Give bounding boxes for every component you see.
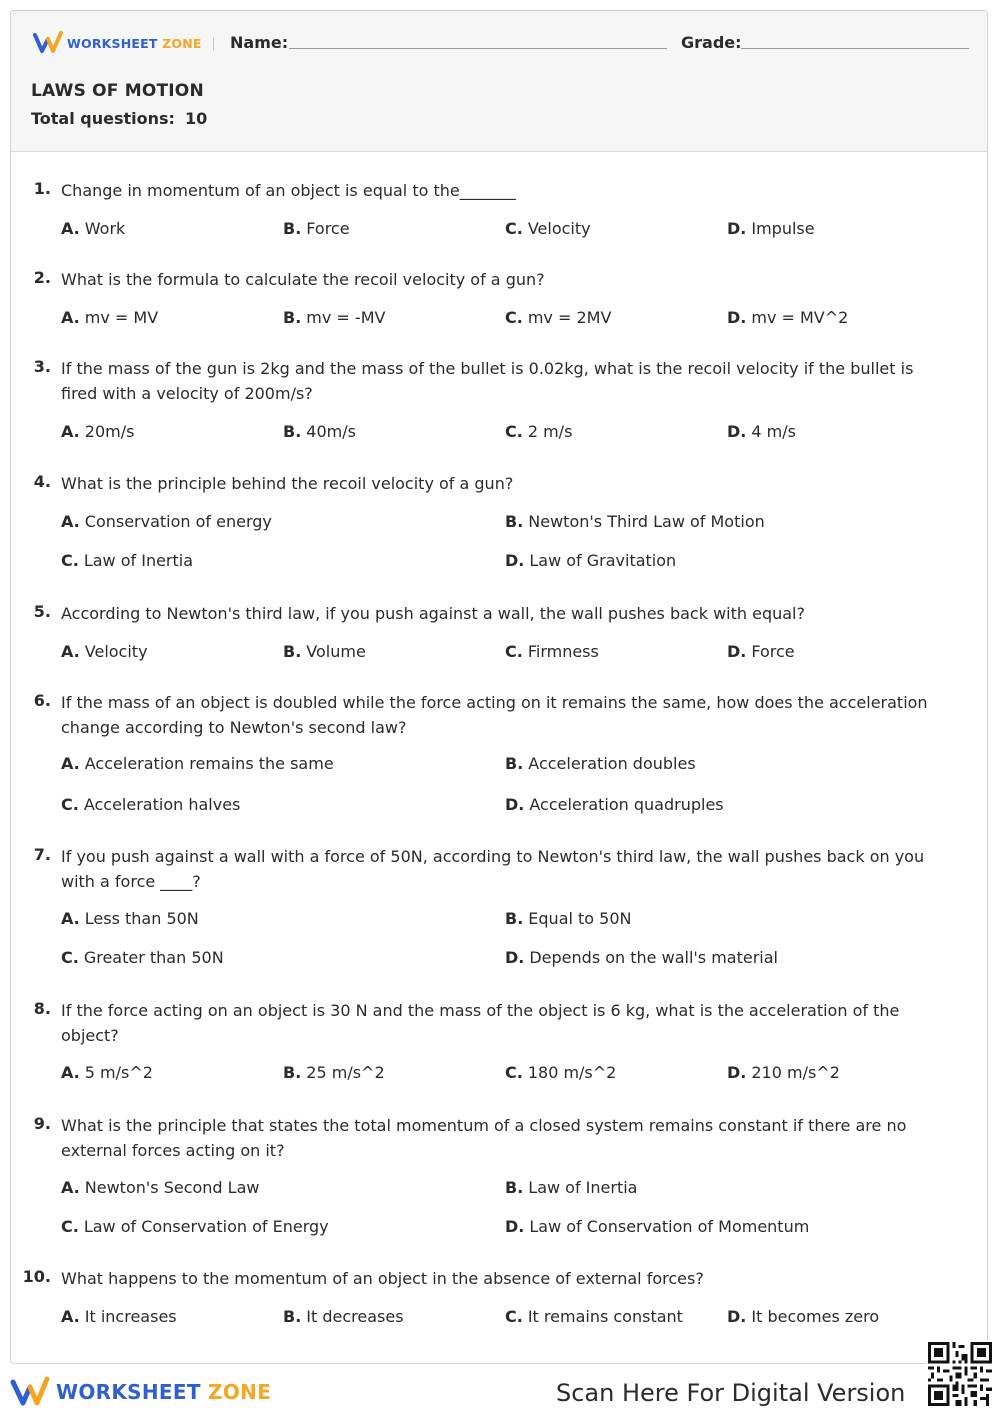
option-text: Velocity bbox=[84, 642, 148, 661]
option-letter: C. bbox=[505, 1307, 523, 1326]
option-letter: D. bbox=[505, 795, 525, 814]
option-b[interactable] bbox=[505, 512, 765, 531]
grade-label: Grade: bbox=[681, 33, 742, 52]
option-d[interactable] bbox=[727, 1307, 879, 1326]
question-text: What is the principle behind the recoil velocity of a gun? bbox=[61, 474, 514, 493]
option-letter: D. bbox=[727, 642, 747, 661]
option-letter: D. bbox=[727, 219, 747, 238]
name-label: Name: bbox=[230, 33, 289, 52]
option-text: Law of Inertia bbox=[528, 1178, 638, 1197]
option-letter: B. bbox=[505, 909, 524, 928]
option-text: Law of Conservation of Energy bbox=[83, 1217, 329, 1236]
option-text: Work bbox=[84, 219, 126, 238]
option-letter: D. bbox=[505, 1217, 525, 1236]
option-letter: D. bbox=[505, 551, 525, 570]
option-text: 40m/s bbox=[306, 422, 356, 441]
option-text: mv = MV^2 bbox=[751, 308, 849, 327]
option-letter: A. bbox=[61, 219, 80, 238]
option-text: Law of Gravitation bbox=[529, 551, 677, 570]
option-letter: D. bbox=[505, 948, 525, 967]
option-c[interactable] bbox=[505, 422, 572, 441]
option-text: 5 m/s^2 bbox=[84, 1063, 153, 1082]
question-number: 7. bbox=[33, 845, 51, 864]
question-number: 8. bbox=[33, 999, 51, 1018]
option-letter: A. bbox=[61, 909, 80, 928]
option-b[interactable] bbox=[283, 308, 385, 327]
option-c[interactable] bbox=[61, 551, 193, 570]
question-number: 5. bbox=[33, 602, 51, 621]
option-letter: C. bbox=[61, 948, 79, 967]
option-text: 180 m/s^2 bbox=[527, 1063, 617, 1082]
option-c[interactable] bbox=[505, 308, 611, 327]
option-a[interactable] bbox=[61, 422, 134, 441]
option-letter: A. bbox=[61, 1178, 80, 1197]
option-c[interactable] bbox=[505, 642, 599, 661]
option-letter: A. bbox=[61, 1063, 80, 1082]
option-letter: A. bbox=[61, 642, 80, 661]
option-letter: C. bbox=[505, 219, 523, 238]
logo-text-zone: ZONE bbox=[162, 35, 202, 51]
option-a[interactable] bbox=[61, 754, 334, 773]
question-text: If the force acting on an object is 30 N and the mass of the object is 6 kg, what is the acceleration of the object? bbox=[61, 1001, 900, 1045]
option-c[interactable] bbox=[61, 795, 240, 814]
option-text: Conservation of energy bbox=[84, 512, 272, 531]
question-text: Change in momentum of an object is equal to the_______ bbox=[61, 181, 516, 200]
option-text: 2 m/s bbox=[527, 422, 573, 441]
option-a[interactable] bbox=[61, 219, 125, 238]
total-questions bbox=[31, 109, 207, 128]
question-number: 3. bbox=[33, 357, 51, 376]
option-a[interactable] bbox=[61, 642, 148, 661]
total-questions-label: Total questions: bbox=[31, 109, 175, 128]
option-b[interactable] bbox=[283, 1063, 385, 1082]
qr-code-icon[interactable] bbox=[926, 1340, 994, 1408]
option-b[interactable] bbox=[505, 1178, 637, 1197]
option-b[interactable] bbox=[505, 754, 696, 773]
question-number: 6. bbox=[33, 691, 51, 710]
option-a[interactable] bbox=[61, 1063, 153, 1082]
option-text: Velocity bbox=[527, 219, 591, 238]
option-letter: C. bbox=[505, 1063, 523, 1082]
question-text: If you push against a wall with a force of 50N, according to Newton's third law, the wall pushes back on you with a force ____? bbox=[61, 847, 925, 891]
option-b[interactable] bbox=[283, 219, 350, 238]
option-letter: B. bbox=[505, 1178, 524, 1197]
option-c[interactable] bbox=[505, 219, 591, 238]
option-letter: C. bbox=[61, 1217, 79, 1236]
option-text: Depends on the wall's material bbox=[529, 948, 778, 967]
option-text: Firmness bbox=[527, 642, 599, 661]
question-number: 9. bbox=[33, 1114, 51, 1133]
option-text: Force bbox=[306, 219, 350, 238]
scan-here-text: Scan Here For Digital Version bbox=[556, 1379, 906, 1407]
name-field[interactable] bbox=[289, 48, 667, 49]
option-text: 25 m/s^2 bbox=[306, 1063, 385, 1082]
option-text: Equal to 50N bbox=[528, 909, 632, 928]
option-letter: A. bbox=[61, 1307, 80, 1326]
option-d[interactable] bbox=[727, 642, 795, 661]
logo-text-zone: ZONE bbox=[208, 1380, 272, 1404]
option-text: Newton's Third Law of Motion bbox=[528, 512, 765, 531]
option-letter: B. bbox=[505, 754, 524, 773]
worksheetzone-logo bbox=[33, 31, 202, 55]
option-c[interactable] bbox=[61, 948, 224, 967]
worksheetzone-logo-icon bbox=[33, 31, 63, 55]
question-text: What happens to the momentum of an object in the absence of external forces? bbox=[61, 1269, 704, 1288]
option-text: It becomes zero bbox=[751, 1307, 880, 1326]
option-d[interactable] bbox=[727, 422, 796, 441]
question-text: If the mass of an object is doubled while the force acting on it remains the same, how does the acceleration change according to Newton's second law? bbox=[61, 693, 928, 737]
question-number: 2. bbox=[33, 268, 51, 287]
logo-text bbox=[67, 36, 202, 51]
option-text: mv = 2MV bbox=[527, 308, 612, 327]
option-d[interactable] bbox=[727, 308, 848, 327]
option-d[interactable] bbox=[727, 219, 815, 238]
question-text: What is the formula to calculate the recoil velocity of a gun? bbox=[61, 270, 545, 289]
option-text: It increases bbox=[84, 1307, 177, 1326]
option-letter: C. bbox=[61, 551, 79, 570]
option-letter: B. bbox=[283, 1063, 302, 1082]
option-b[interactable] bbox=[283, 1307, 404, 1326]
option-text: Acceleration remains the same bbox=[84, 754, 334, 773]
option-letter: C. bbox=[505, 308, 523, 327]
option-letter: D. bbox=[727, 1307, 747, 1326]
option-letter: D. bbox=[727, 308, 747, 327]
option-text: Volume bbox=[306, 642, 366, 661]
option-text: Law of Conservation of Momentum bbox=[529, 1217, 810, 1236]
option-letter: B. bbox=[283, 308, 302, 327]
option-c[interactable] bbox=[505, 1307, 683, 1326]
option-letter: B. bbox=[283, 1307, 302, 1326]
option-text: Acceleration halves bbox=[83, 795, 241, 814]
option-c[interactable] bbox=[505, 1063, 616, 1082]
option-b[interactable] bbox=[505, 909, 632, 928]
option-letter: B. bbox=[283, 642, 302, 661]
worksheetzone-logo-icon bbox=[10, 1376, 50, 1408]
option-a[interactable] bbox=[61, 1307, 177, 1326]
option-letter: D. bbox=[727, 422, 747, 441]
option-letter: B. bbox=[283, 219, 302, 238]
option-a[interactable] bbox=[61, 512, 272, 531]
worksheet-page bbox=[10, 10, 988, 1364]
question-number: 1. bbox=[33, 179, 51, 198]
option-text: It remains constant bbox=[527, 1307, 683, 1326]
question-text: What is the principle that states the total momentum of a closed system remains constant if there are no external forces acting on it? bbox=[61, 1116, 907, 1160]
option-text: It decreases bbox=[306, 1307, 404, 1326]
option-text: Acceleration doubles bbox=[528, 754, 696, 773]
worksheet-title: LAWS OF MOTION bbox=[31, 81, 204, 101]
option-text: Impulse bbox=[751, 219, 815, 238]
option-a[interactable] bbox=[61, 909, 199, 928]
grade-field[interactable] bbox=[741, 48, 969, 49]
option-d[interactable] bbox=[505, 948, 778, 967]
logo-text-worksheet: WORKSHEET bbox=[67, 35, 158, 51]
option-text: Less than 50N bbox=[84, 909, 199, 928]
option-letter: B. bbox=[283, 422, 302, 441]
option-b[interactable] bbox=[283, 642, 366, 661]
option-text: 210 m/s^2 bbox=[751, 1063, 840, 1082]
header-divider bbox=[213, 37, 214, 51]
option-text: Acceleration quadruples bbox=[529, 795, 724, 814]
option-letter: D. bbox=[727, 1063, 747, 1082]
question-text: If the mass of the gun is 2kg and the mass of the bullet is 0.02kg, what is the recoil velocity if the bullet is fired with a velocity of 200m/s? bbox=[61, 359, 914, 403]
option-text: Force bbox=[751, 642, 795, 661]
option-b[interactable] bbox=[283, 422, 356, 441]
option-letter: C. bbox=[61, 795, 79, 814]
question-number: 10. bbox=[22, 1267, 51, 1286]
option-c[interactable] bbox=[61, 1217, 329, 1236]
option-text: 4 m/s bbox=[751, 422, 796, 441]
option-letter: C. bbox=[505, 642, 523, 661]
option-text: mv = -MV bbox=[306, 308, 386, 327]
option-text: Law of Inertia bbox=[83, 551, 194, 570]
option-a[interactable] bbox=[61, 308, 158, 327]
option-a[interactable] bbox=[61, 1178, 259, 1197]
option-letter: B. bbox=[505, 512, 524, 531]
option-text: 20m/s bbox=[84, 422, 135, 441]
option-text: Greater than 50N bbox=[83, 948, 224, 967]
worksheet-header bbox=[11, 11, 987, 152]
logo-text-worksheet: WORKSHEET bbox=[56, 1380, 201, 1404]
option-text: Newton's Second Law bbox=[84, 1178, 260, 1197]
option-d[interactable] bbox=[727, 1063, 840, 1082]
option-letter: A. bbox=[61, 754, 80, 773]
option-letter: A. bbox=[61, 308, 80, 327]
option-d[interactable] bbox=[505, 1217, 809, 1236]
option-letter: A. bbox=[61, 512, 80, 531]
footer-logo[interactable] bbox=[10, 1376, 271, 1408]
option-d[interactable] bbox=[505, 795, 724, 814]
qr-code-graphic bbox=[928, 1342, 992, 1406]
option-d[interactable] bbox=[505, 551, 676, 570]
question-number: 4. bbox=[33, 472, 51, 491]
total-questions-value: 10 bbox=[184, 109, 208, 128]
option-letter: C. bbox=[505, 422, 523, 441]
footer-logo-text bbox=[56, 1380, 271, 1404]
question-text: According to Newton's third law, if you push against a wall, the wall pushes back with equal? bbox=[61, 604, 805, 623]
option-letter: A. bbox=[61, 422, 80, 441]
option-text: mv = MV bbox=[84, 308, 159, 327]
